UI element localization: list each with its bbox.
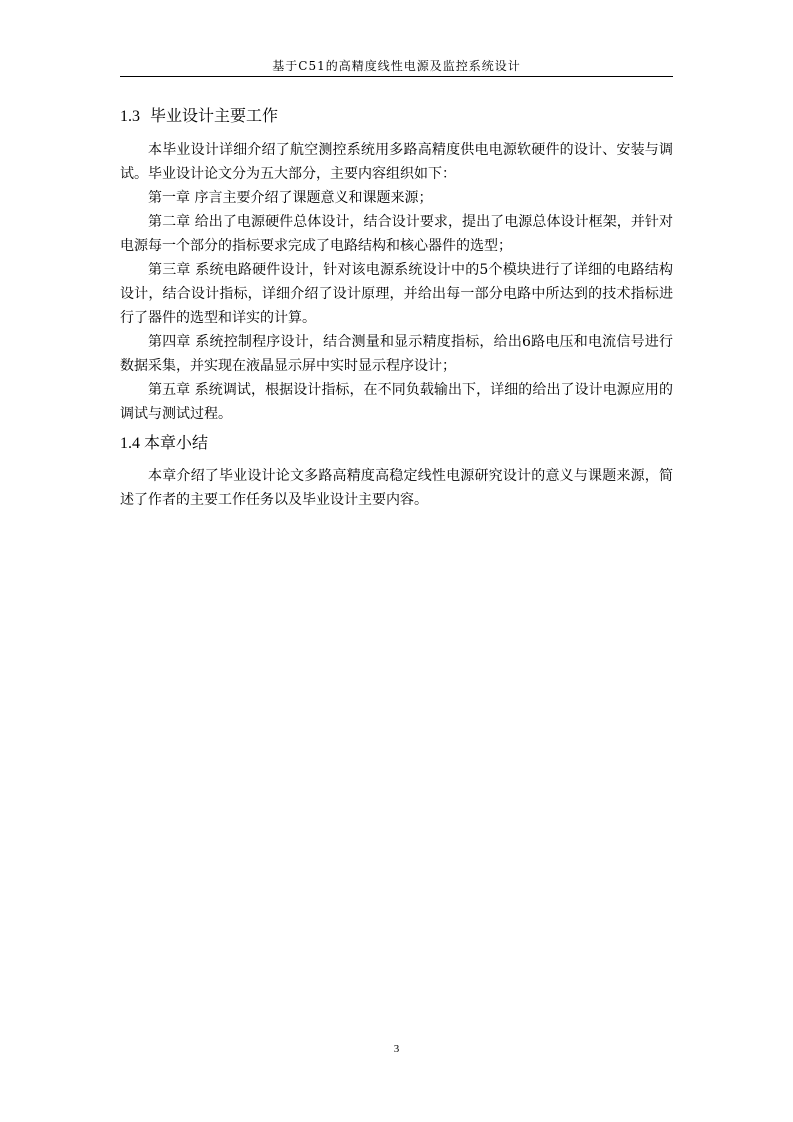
section-title: 本章小结	[144, 433, 209, 452]
paragraph: 本章介绍了毕业设计论文多路高精度高稳定线性电源研究设计的意义与课题来源，简述了作者的主要工作任务以及毕业设计主要内容。	[120, 468, 673, 508]
paragraph: 第三章 系统电路硬件设计，针对该电源系统设计中的5个模块进行了详细的电路结构设计，结合设计指标，详细介绍了设计原理，并给出每一部分电路中所达到的技术指标进行了器件的选型和详实的计算。	[120, 262, 673, 326]
paragraph: 第四章 系统控制程序设计，结合测量和显示精度指标，给出6路电压和电流信号进行数据采集，并实现在液晶显示屏中实时显示程序设计；	[120, 334, 673, 374]
running-header: 基于C51的高精度线性电源及监控系统设计	[272, 59, 521, 73]
page-body	[120, 104, 673, 512]
header-rule	[120, 76, 673, 77]
section-heading-1-4	[120, 431, 673, 456]
section-number: 1.4	[120, 435, 140, 452]
page-number: 3	[393, 1043, 400, 1055]
section-number: 1.3	[120, 108, 140, 125]
paragraph: 第一章 序言主要介绍了课题意义和课题来源；	[148, 190, 433, 206]
paragraph: 第二章 给出了电源硬件总体设计，结合设计要求，提出了电源总体设计框架，并针对电源每一个部分的指标要求完成了电路结构和核心器件的选型；	[120, 214, 673, 254]
paragraph: 第五章 系统调试，根据设计指标，在不同负载输出下，详细的给出了设计电源应用的调试与测试过程。	[120, 382, 673, 422]
section-title: 毕业设计主要工作	[150, 106, 279, 125]
paragraph: 本毕业设计详细介绍了航空测控系统用多路高精度供电电源软硬件的设计、安装与调试。毕业设计论文分为五大部分，主要内容组织如下：	[120, 142, 673, 182]
section-heading-1-3	[120, 104, 673, 129]
